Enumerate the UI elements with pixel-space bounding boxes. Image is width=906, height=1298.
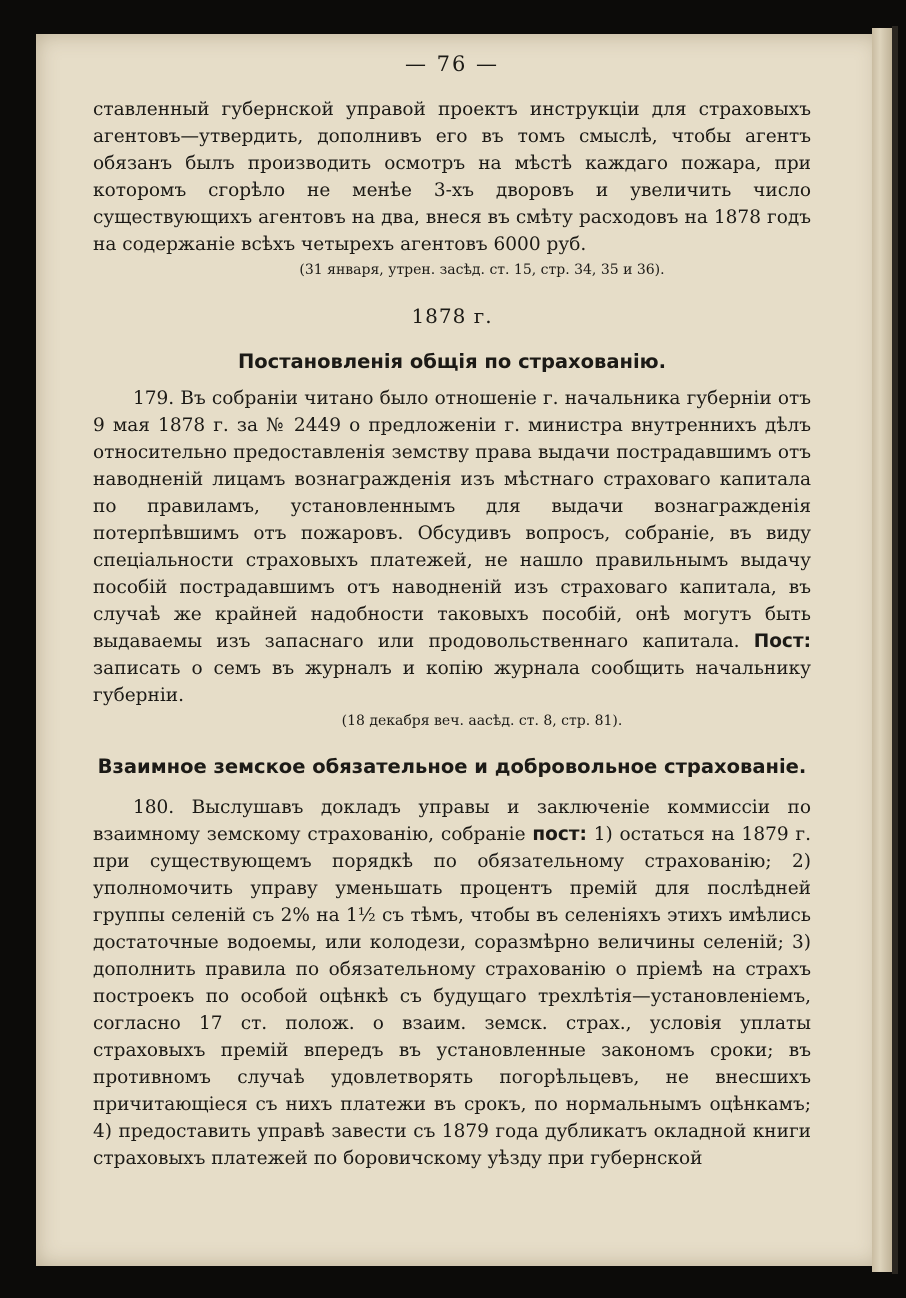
- page-edge: [892, 26, 898, 1274]
- page-content: [93, 52, 811, 1172]
- paragraph-179-text: 179. Въ собраніи читано было отношеніе г. начальника губерніи отъ 9 мая 1878 г. за № 2449 о предложеніи г. министра внутреннихъ дѣлъ относительно предоставленія земству права выдачи пострадавшимъ отъ наводненій лицамъ вознагражденія изъ мѣстнаго страховаго капитала по правиламъ, установленнымъ для выдачи вознагражденія потерпѣвшимъ отъ пожаровъ. Обсудивъ вопросъ, собраніе, въ виду спеціальности страховыхъ платежей, не нашло правильнымъ выдачу пособій пострадавшимъ отъ наводненій изъ страховаго капитала, въ случаѣ же крайней надобности таковыхъ пособій, онѣ могутъ быть выдаваемы изъ запаснаго или продовольственнаго капитала.: [93, 388, 811, 652]
- paragraph-179-resolution: записать о семъ въ журналъ и копію журнала сообщить начальнику губерніи.: [93, 658, 811, 706]
- paragraph-continuation: ставленный губернской управой проектъ инструкціи для страховыхъ агентовъ—утвердить, дополнивъ его въ томъ смыслѣ, чтобы агентъ обязанъ былъ производить осмотръ на мѣстѣ каждаго пожара, при которомъ сгорѣло не менѣе 3-хъ дворовъ и увеличить число существующихъ агентовъ на два, внеся въ смѣту расходовъ на 1878 годъ на содержаніе всѣхъ четырехъ агентовъ 6000 руб.: [93, 99, 811, 255]
- resolution-label: пост:: [532, 824, 587, 845]
- year-heading: 1878 г.: [411, 304, 493, 328]
- section-title: Постановленія общія по страхованію.: [237, 350, 667, 373]
- section-title: Взаимное земское обязательное и добровольное страхованіе.: [97, 755, 807, 778]
- paragraph-180-resolution: 1) остаться на 1879 г. при существующемъ порядкѣ по обязательному страхованію; 2) уполномочить управу уменьшать процентъ премій для послѣдней группы селеній съ 2% на 1½ съ тѣмъ, чтобы въ селеніяхъ этихъ имѣлись достаточные водоемы, или колодези, соразмѣрно величины селеній; 3) дополнить правила по обязательному страхованію о пріемѣ на страхъ построекъ по особой оцѣнкѣ съ будущаго трехлѣтія—установленіемъ, согласно 17 ст. полож. о взаим. земск. страх., условія уплаты страховыхъ премій впередъ въ установленные закономъ сроки; въ противномъ случаѣ удовлетворять погорѣльцевъ, не внесшихъ причитающіеся съ нихъ платежи въ срокъ, по нормальнымъ оцѣнкамъ; 4) предоставить управѣ завести съ 1879 года дубликатъ окладной книги страховыхъ платежей по боровичскому уѣзду при губернской: [93, 824, 811, 1169]
- book-spine: [872, 28, 892, 1272]
- source-reference: (31 января, утрен. засѣд. ст. 15, стр. 34, 35 и 36).: [299, 262, 665, 278]
- page-number: — 76 —: [404, 52, 500, 76]
- resolution-label: Пост:: [753, 631, 812, 652]
- paragraph-179: [93, 385, 811, 709]
- paragraph-180: [93, 794, 811, 1172]
- source-reference: (18 декабря веч. аасѣд. ст. 8, стр. 81).: [341, 713, 623, 729]
- paragraph-180-text: 180. Выслушавъ докладъ управы и заключеніе коммиссіи по взаимному земскому страхованію, собраніе: [93, 797, 811, 845]
